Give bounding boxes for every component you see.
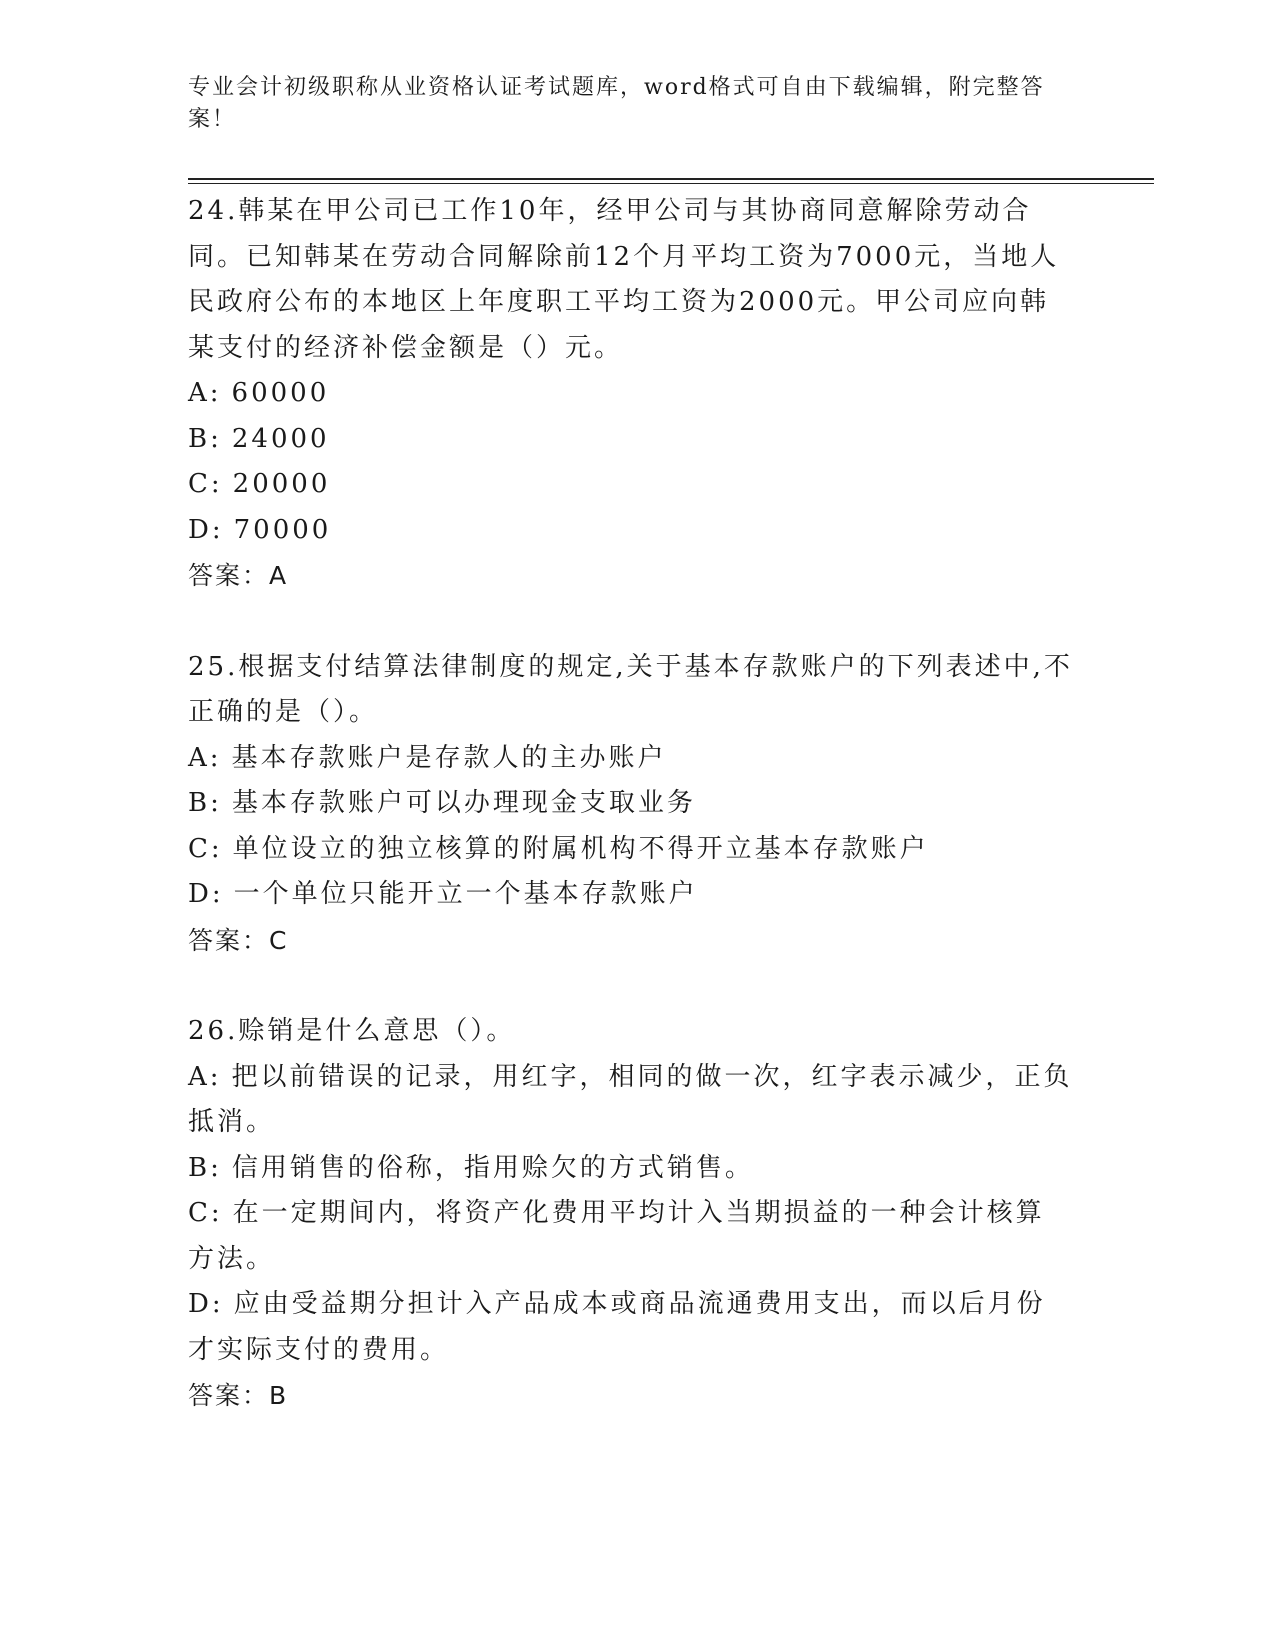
answer-label: 答案：B <box>188 1381 289 1410</box>
question-spacer <box>188 963 1073 1009</box>
question-25 <box>188 645 1073 964</box>
question-26 <box>188 1009 1073 1419</box>
option-a: A: 把以前错误的记录，用红字，相同的做一次，红字表示减少，正负抵消。 <box>188 1061 1073 1137</box>
document-header: 专业会计初级职称从业资格认证考试题库，word格式可自由下载编辑，附完整答案！ <box>188 75 1045 132</box>
option-b: B: 24000 <box>188 423 330 454</box>
answer-label: 答案：A <box>188 561 289 590</box>
option-a: A: 基本存款账户是存款人的主办账户 <box>188 742 667 773</box>
question-number: 25. <box>188 651 239 682</box>
option-c: C: 在一定期间内，将资产化费用平均计入当期损益的一种会计核算方法。 <box>188 1198 1045 1274</box>
question-spacer <box>188 599 1073 645</box>
option-b: B: 基本存款账户可以办理现金支取业务 <box>188 788 696 818</box>
option-b: B: 信用销售的俗称，指用赊欠的方式销售。 <box>188 1152 754 1183</box>
option-c: C: 20000 <box>188 469 331 499</box>
question-text: 24.韩某在甲公司已工作10年，经甲公司与其协商同意解除劳动合同。已知韩某在劳动合同解除前12个月平均工资为7000元，当地人民政府公布的本地区上年度职工平均工资为2000元。甲公司应向韩某支付的经济补偿金额是（）元。 <box>188 196 1060 363</box>
option-d: D: 一个单位只能开立一个基本存款账户 <box>188 879 698 909</box>
header-rule-thick <box>188 178 1154 180</box>
question-number: 26. <box>188 1016 239 1046</box>
header-rule-thin <box>188 183 1154 184</box>
option-a: A: 60000 <box>188 378 330 408</box>
question-text: 26.赊销是什么意思（）。 <box>188 1016 516 1046</box>
option-d: D: 应由受益期分担计入产品成本或商品流通费用支出，而以后月份才实际支付的费用。 <box>188 1289 1046 1365</box>
question-text: 25.根据支付结算法律制度的规定,关于基本存款账户的下列表述中,不正确的是（）。 <box>188 651 1073 727</box>
option-c: C: 单位设立的独立核算的附属机构不得开立基本存款账户 <box>188 833 929 864</box>
question-24 <box>188 189 1073 599</box>
answer-label: 答案：C <box>188 925 289 955</box>
option-d: D: 70000 <box>188 514 332 545</box>
question-number: 24. <box>188 196 239 226</box>
question-list <box>188 189 1073 1419</box>
